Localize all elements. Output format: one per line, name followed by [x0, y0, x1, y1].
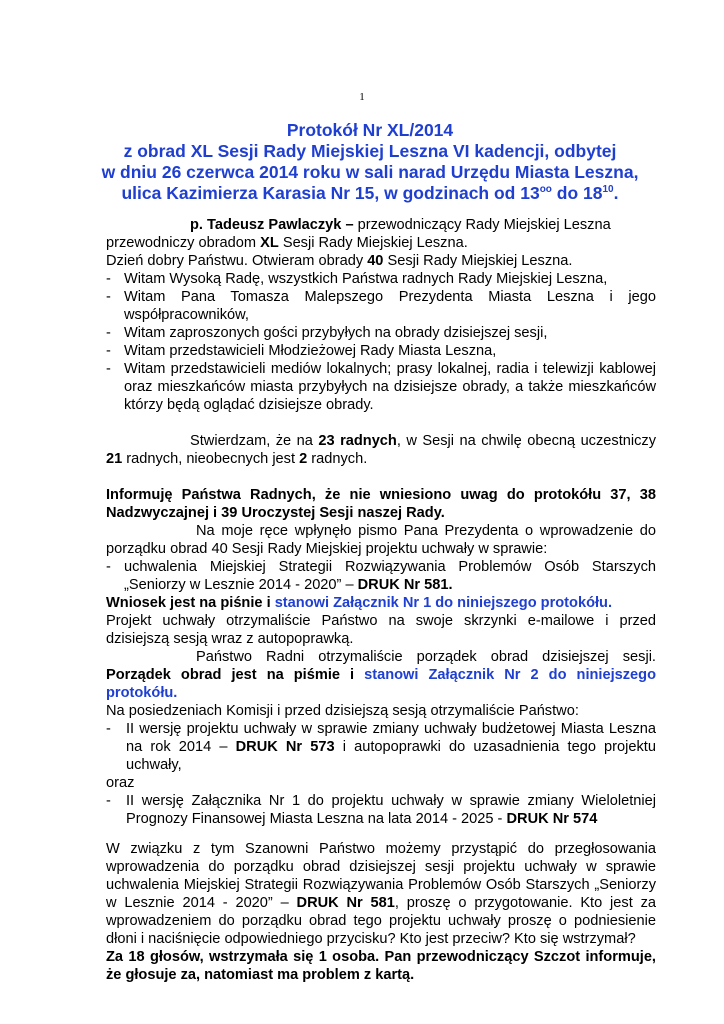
present-count: 21: [106, 451, 123, 467]
title-line-4-start: ulica Kazimierza Karasia Nr 15, w godzinach od 13: [121, 183, 540, 203]
title-line-1: Protokół Nr XL/2014: [286, 120, 454, 140]
absent-count: 2: [299, 451, 308, 467]
title-line-3: w dniu 26 czerwca 2014 roku w sali narad Urzędu Miasta Leszna,: [101, 162, 639, 182]
oraz-line: oraz: [106, 775, 135, 791]
vote-text: W związku z tym Szanowni Państwo możemy przystąpić do przegłosowania wprowadzenia do porządku obrad dzisiejszej sesji projektu uchwały w sprawie uchwalenia Miejskiej Strategii Rozwiązywania Problemów Osób Starszych „Seniorzy w Lesznie 2014 - 2020” –: [106, 841, 656, 911]
start-time-superscript: oo: [539, 184, 552, 196]
speaker-role: przewodniczący Rady Miejskiej Leszna: [353, 217, 611, 233]
vote-paragraph: [106, 840, 656, 948]
greeting-item: - Witam Pana Tomasza Malepszego Prezydenta Miasta Leszna i jego współpracowników,: [106, 289, 656, 323]
total-councillors: 23 radnych: [318, 433, 397, 449]
attachment-reference: stanowi Załącznik Nr 1 do niniejszego protokółu.: [274, 595, 613, 611]
letter-paragraph: Na moje ręce wpłynęło pismo Pana Prezydenta o wprowadzenie do porządku obrad 40 Sesji Rady Miejskiej projektu uchwały w sprawie:: [106, 523, 656, 557]
agenda-text: Porządek obrad jest na piśmie i: [106, 667, 365, 683]
vote-text-end: , proszę o przygotowanie. Kto jest za wprowadzeniem do porządku obrad tego projektu uchwały proszę o podniesienie dłoni i naciśnięcie odpowiedniego przycisku? Kto jest przeciw? Kto się wstrzymał?: [106, 895, 656, 947]
greeting-text: Witam Pana Tomasza Malepszego Prezydenta Miasta Leszna i jego współpracowników,: [124, 289, 656, 323]
greeting-text: Witam zaproszonych gości przybyłych na obrady dzisiejszej sesji,: [124, 325, 548, 341]
opening-text-end: Sesji Rady Miejskiej Leszna.: [383, 253, 573, 269]
title-line-4-middle: do 18: [551, 183, 603, 203]
attachment-reference: stanowi Załącznik Nr 2 do niniejszego protokółu.: [106, 667, 656, 701]
attendance-text: Stwierdzam, że na: [190, 433, 319, 449]
committee-item-text: II wersję projektu uchwały w sprawie zmiany uchwały budżetowej Miasta Leszna na rok 2014 –: [126, 721, 656, 755]
greeting-text: Witam przedstawicieli mediów lokalnych; prasy lokalnej, radia i telewizji kablowej oraz mieszkańców miasta przybyłych na dzisiejsze obrady, a także mieszkańców którzy będą oglądać dzisiejsze obrady.: [124, 361, 656, 413]
agenda-line: [106, 666, 656, 702]
document-title: [100, 120, 640, 204]
greeting-text: Witam przedstawicieli Młodzieżowej Rady Miasta Leszna,: [124, 343, 497, 359]
motion-text: Wniosek jest na piśnie i: [106, 595, 275, 611]
protocol-info: Informuję Państwa Radnych, że nie wniesiono uwag do protokółu 37, 38 Nadzwyczajnej i 39 Uroczystej Sesji naszej Rady.: [106, 487, 656, 521]
committee-paragraph: Na posiedzeniach Komisji i przed dzisiejszą sesją otrzymaliście Państwo:: [106, 703, 579, 719]
document-body: [106, 216, 656, 984]
title-line-4-end: .: [613, 183, 619, 203]
page-number: 1: [359, 91, 365, 103]
druk-number: DRUK Nr 573: [235, 739, 335, 755]
greeting-item: - Witam przedstawicieli mediów lokalnych; prasy lokalnej, radia i telewizji kablowej oraz mieszkańców miasta przybyłych na dzisiejsze obrady, a także mieszkańców którzy będą oglądać dzisiejsze obrady.: [106, 361, 656, 413]
title-line-2: z obrad XL Sesji Rady Miejskiej Leszna VI kadencji, odbytej: [123, 141, 617, 161]
greeting-item: - Witam przedstawicieli Młodzieżowej Rady Miasta Leszna,: [106, 343, 497, 359]
opening-session-number: 40: [367, 253, 384, 269]
attendance-text: , w Sesji na chwilę obecną uczestniczy: [396, 433, 656, 449]
speaker-name: p. Tadeusz Pawlaczyk –: [190, 217, 354, 233]
draft-paragraph: Projekt uchwały otrzymaliście Państwo na swoje skrzynki e-mailowe i przed dzisiejszą sesją wraz z autopoprawką.: [106, 613, 656, 647]
opening-line: [106, 252, 656, 270]
session-number: XL: [260, 235, 279, 251]
attendance-text: radnych.: [307, 451, 368, 467]
greeting-item: - Witam zaproszonych gości przybyłych na obrady dzisiejszej sesji,: [106, 325, 548, 341]
committee-item-text-end: i autopoprawki do uzasadnienia tego projektu uchwały,: [126, 739, 656, 773]
chair-text-end: Sesji Rady Miejskiej Leszna.: [278, 235, 468, 251]
chair-text: przewodniczy obradom: [106, 235, 261, 251]
druk-number: DRUK Nr 581.: [357, 577, 453, 593]
end-time-superscript: 10: [602, 184, 614, 196]
letter-item: - uchwalenia Miejskiej Strategii Rozwiązywania Problemów Osób Starszych „Seniorzy w Lesznie 2014 - 2020” – DRUK Nr 581.: [106, 559, 656, 593]
agenda-received-line: Państwo Radni otrzymaliście porządek obrad dzisiejszej sesji.: [196, 649, 656, 665]
vote-result: Za 18 głosów, wstrzymała się 1 osoba. Pan przewodniczący Szczot informuje, że głosuje za, natomiast ma problem z kartą.: [106, 949, 656, 983]
motion-line: [106, 594, 656, 612]
speaker-line: [106, 216, 656, 234]
druk-number: DRUK Nr 574: [506, 811, 598, 827]
druk-number: DRUK Nr 581: [296, 895, 395, 911]
committee-item-text: II wersję Załącznika Nr 1 do projektu uchwały w sprawie zmiany Wieloletniej Prognozy Finansowej Miasta Leszna na lata 2014 - 2025 -: [126, 793, 656, 827]
greeting-item: - Witam Wysoką Radę, wszystkich Państwa radnych Rady Miejskiej Leszna,: [106, 271, 608, 287]
attendance-paragraph: [106, 432, 656, 468]
committee-item: - II wersję Załącznika Nr 1 do projektu uchwały w sprawie zmiany Wieloletniej Prognozy Finansowej Miasta Leszna na lata 2014 - 2025 - DRUK Nr 574: [106, 793, 656, 827]
attendance-text: radnych, nieobecnych jest: [122, 451, 300, 467]
committee-item: - II wersję projektu uchwały w sprawie zmiany uchwały budżetowej Miasta Leszna na rok 2014 – DRUK Nr 573 i autopoprawki do uzasadnienia tego projektu uchwały,: [106, 721, 656, 773]
letter-item-text: uchwalenia Miejskiej Strategii Rozwiązywania Problemów Osób Starszych „Seniorzy w Lesznie 2014 - 2020” –: [124, 559, 656, 593]
opening-text: Dzień dobry Państwu. Otwieram obrady: [106, 253, 368, 269]
greeting-text: Witam Wysoką Radę, wszystkich Państwa radnych Rady Miejskiej Leszna,: [124, 271, 608, 287]
chair-line: [106, 234, 656, 252]
title-line-4: [100, 183, 640, 204]
